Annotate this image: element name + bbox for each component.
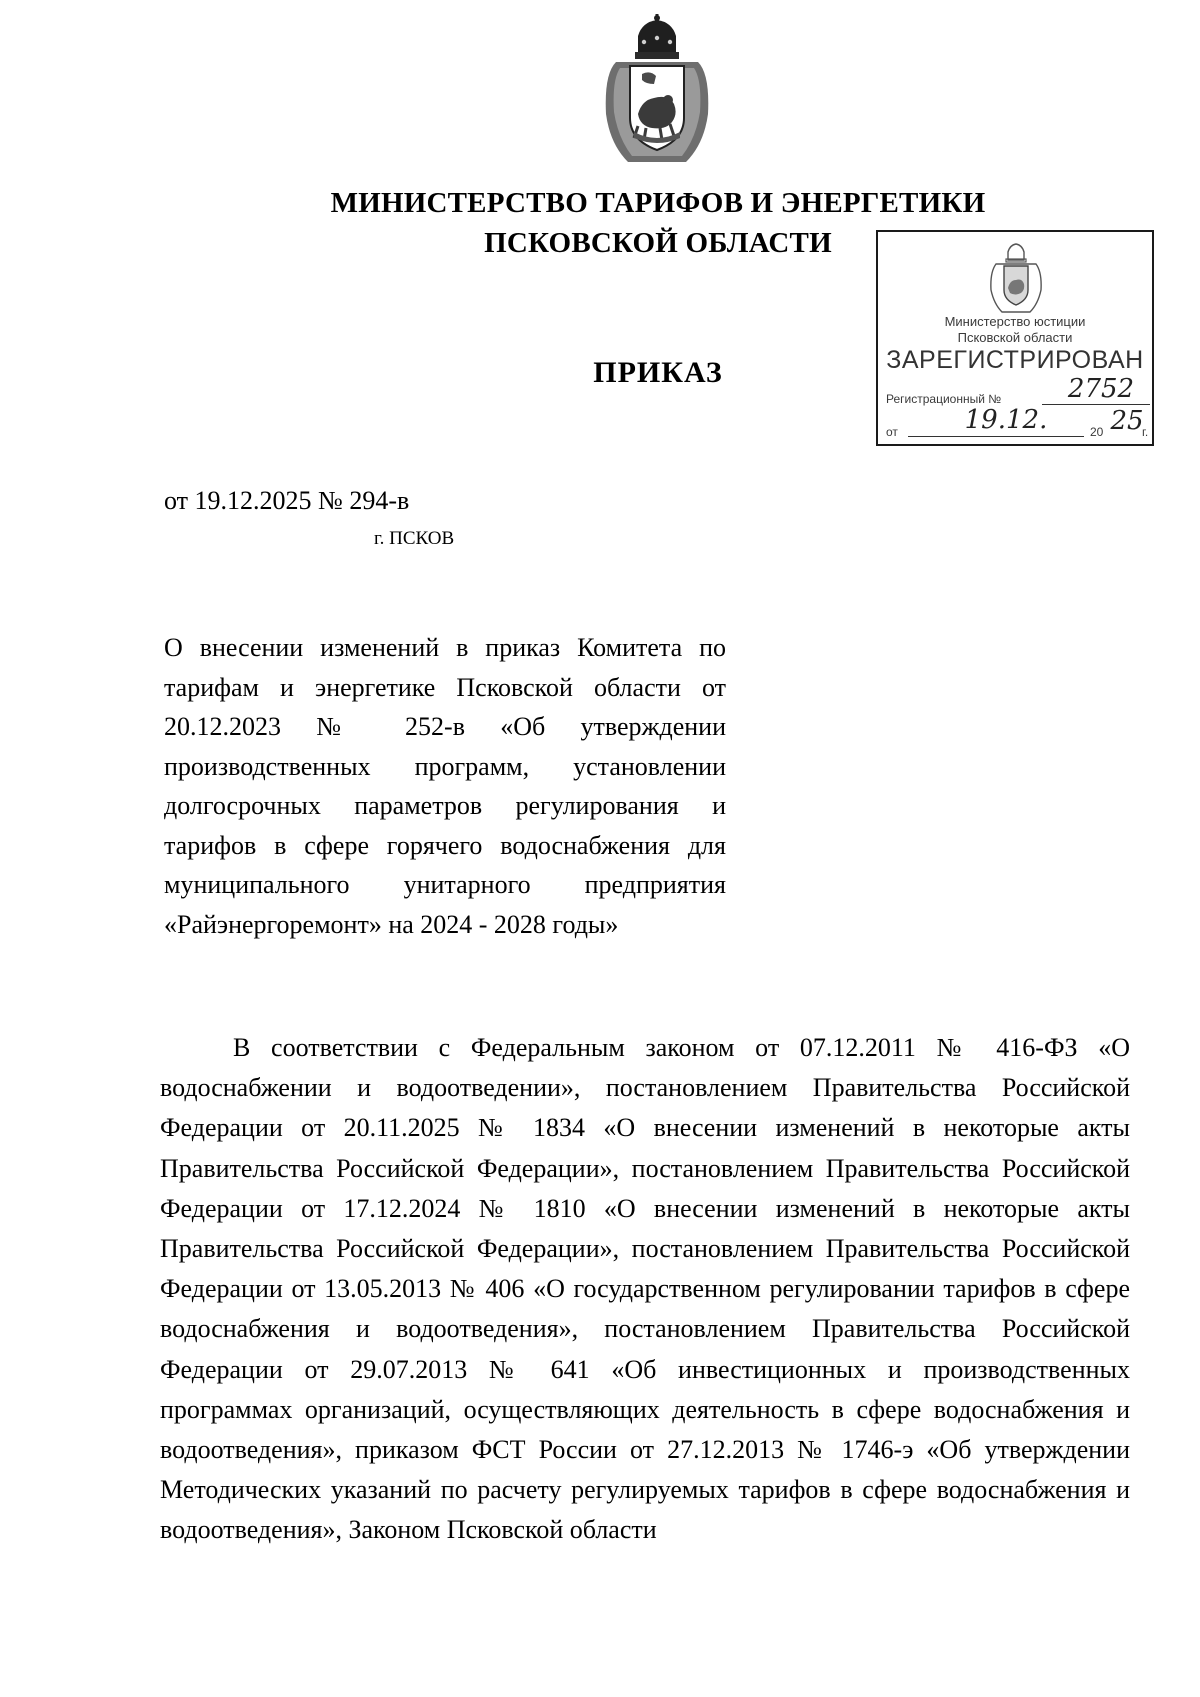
ministry-name-line2: ПСКОВСКОЙ ОБЛАСТИ	[484, 227, 832, 259]
stamp-year-prefix: 20	[1090, 425, 1104, 439]
order-title: ПРИКАЗ	[593, 356, 723, 389]
stamp-reg-number: 2752	[1067, 374, 1135, 404]
registration-stamp	[876, 230, 1154, 446]
stamp-reg-number-label: Регистрационный №	[886, 392, 1002, 406]
stamp-org-line2: Псковской области	[957, 330, 1073, 345]
document-body-paragraph: В соответствии с Федеральным законом от 07.12.2011 № 416-ФЗ «О водоснабжении и водоотведении», постановлением Правительства Российской Федерации от 20.11.2025 № 1834 «О внесении изменений в некоторые акты Правительства Российской Федерации», постановлением Правительства Российской Федерации от 17.12.2024 № 1810 «О внесении изменений в некоторые акты Правительства Российской Федерации», постановлением Правительства Российской Федерации от 13.05.2013 № 406 «О государственном регулировании тарифов в сфере водоснабжения и водоотведения», постановлением Правительства Российской Федерации от 29.07.2013 № 641 «Об инвестиционных и производственных программах организаций, осуществляющих деятельность в сфере водоснабжения и водоотведения», приказом ФСТ России от 27.12.2013 № 1746-э «Об утверждении Методических указаний по расчету регулируемых тарифов в сфере водоснабжения и водоотведения», Законом Псковской области	[160, 1033, 1130, 1545]
stamp-coat-of-arms-icon	[988, 242, 1044, 314]
stamp-status: ЗАРЕГИСТРИРОВАН	[886, 346, 1144, 374]
stamp-year-suffix: г.	[1142, 425, 1149, 439]
coat-of-arms-emblem	[598, 14, 716, 166]
stamp-date-underline	[908, 436, 1084, 437]
stamp-date: 19.12.	[964, 405, 1048, 435]
document-date-number: от 19.12.2025 № 294-в	[164, 486, 410, 515]
ministry-name-line1: МИНИСТЕРСТВО ТАРИФОВ И ЭНЕРГЕТИКИ	[330, 187, 986, 219]
stamp-year: 25	[1110, 406, 1144, 436]
stamp-date-prefix: от	[886, 425, 898, 439]
stamp-org-line1: Министерство юстиции	[944, 314, 1086, 329]
document-city: г. ПСКОВ	[374, 528, 455, 549]
document-subject: О внесении изменений в приказ Комитета по тарифам и энергетике Псковской области от 20.12.2023 № 252-в «Об утверждении производственных программ, установлении долгосрочных параметров регулирования и тарифов в сфере горячего водоснабжения для муниципального унитарного предприятия «Райэнергоремонт» на 2024 - 2028 годы»	[164, 633, 726, 939]
